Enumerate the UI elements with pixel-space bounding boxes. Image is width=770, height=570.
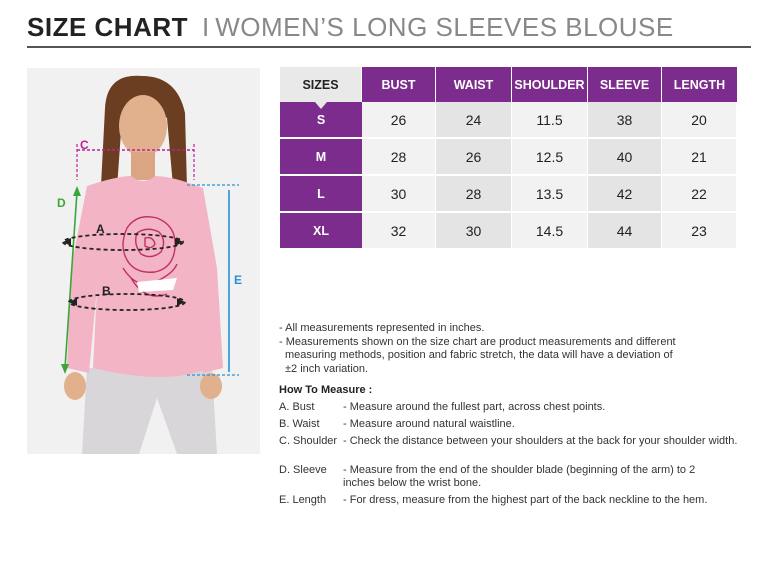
header-waist: WAIST — [436, 67, 512, 102]
right-hand — [200, 373, 222, 399]
table-row — [280, 176, 737, 213]
measure-desc: - Measure around natural waistline. — [343, 418, 515, 430]
measure-key: B. Waist — [279, 418, 320, 430]
title-divider — [27, 46, 751, 48]
measure-key: C. Shoulder — [279, 435, 338, 447]
label-b: B — [102, 284, 111, 298]
sleeve-cell: 44 — [588, 213, 662, 250]
measurement-diagram — [27, 68, 260, 454]
bust-cell: 30 — [362, 176, 436, 213]
shirt-shape — [67, 176, 223, 377]
size-cell: S — [280, 102, 362, 139]
label-e: E — [234, 273, 243, 287]
shoulder-cell: 12.5 — [512, 139, 588, 176]
waist-cell: 24 — [436, 102, 512, 139]
header-sizes: SIZES — [280, 67, 362, 102]
title-subtitle: WOMEN’S LONG SLEEVES BLOUSE — [215, 12, 674, 42]
label-a: A — [96, 222, 105, 236]
length-cell: 20 — [662, 102, 737, 139]
measure-key: A. Bust — [279, 401, 315, 413]
bust-cell: 26 — [362, 102, 436, 139]
measure-desc: - Measure around the fullest part, across chest points. — [343, 401, 606, 413]
left-hand — [64, 372, 86, 400]
face-shape — [119, 95, 167, 157]
note-line: ±2 inch variation. — [285, 362, 369, 375]
page-title — [27, 12, 674, 46]
size-cell: XL — [280, 213, 362, 250]
header-shoulder: SHOULDER — [512, 67, 588, 102]
table-row — [280, 213, 737, 250]
header-sleeve: SLEEVE — [588, 67, 662, 102]
waist-cell: 28 — [436, 176, 512, 213]
title-separator: I — [202, 12, 210, 42]
how-to-measure-title: How To Measure : — [279, 384, 373, 396]
sleeve-cell: 38 — [588, 102, 662, 139]
title-bold: SIZE CHART — [27, 12, 188, 42]
bust-cell: 32 — [362, 213, 436, 250]
measure-desc: - Measure from the end of the shoulder blade (beginning of the arm) to 2 inches below the wrist bone. — [343, 464, 696, 489]
size-cell: L — [280, 176, 362, 213]
model-photo — [27, 68, 260, 454]
table-header-row — [280, 67, 737, 102]
header-length: LENGTH — [662, 67, 737, 102]
notes-block — [279, 322, 749, 376]
waist-cell: 30 — [436, 213, 512, 250]
neck-shape — [131, 152, 155, 180]
length-cell: 21 — [662, 139, 737, 176]
note-line: - Measurements shown on the size chart are product measurements and different — [279, 335, 676, 348]
shoulder-cell: 11.5 — [512, 102, 588, 139]
shoulder-cell: 14.5 — [512, 213, 588, 250]
waist-cell: 26 — [436, 139, 512, 176]
size-table — [280, 67, 737, 250]
header-bust: BUST — [362, 67, 436, 102]
length-cell: 22 — [662, 176, 737, 213]
measure-key: D. Sleeve — [279, 464, 327, 476]
label-c: C — [80, 138, 89, 152]
measure-desc: - Check the distance between your shoulders at the back for your shoulder width. — [343, 435, 738, 447]
size-cell: M — [280, 139, 362, 176]
measure-desc: - For dress, measure from the highest part of the back neckline to the hem. — [343, 494, 708, 506]
note-line: measuring methods, position and fabric stretch, the data will have a deviation of — [285, 349, 673, 361]
sleeve-cell: 42 — [588, 176, 662, 213]
note-line: - All measurements represented in inches. — [279, 322, 485, 334]
length-cell: 23 — [662, 213, 737, 250]
table-row — [280, 139, 737, 176]
shoulder-cell: 13.5 — [512, 176, 588, 213]
bust-cell: 28 — [362, 139, 436, 176]
sleeve-cell: 40 — [588, 139, 662, 176]
measure-key: E. Length — [279, 494, 327, 506]
pants-shape — [82, 368, 217, 454]
label-d: D — [57, 196, 66, 210]
table-row — [280, 102, 737, 139]
